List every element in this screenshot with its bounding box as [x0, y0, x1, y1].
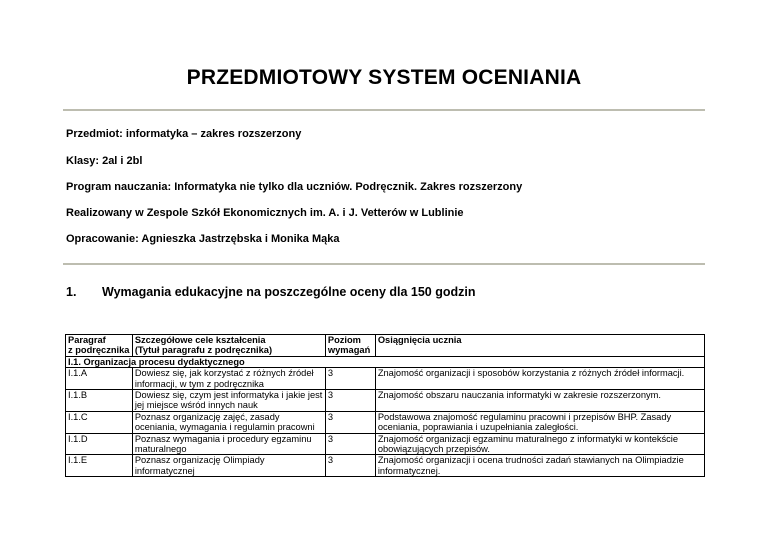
cell-achievement: Znajomość organizacji i ocena trudności zadań stawianych na Olimpiadzie informatycznej.	[375, 455, 704, 477]
subject-line: Przedmiot: informatyka – zakres rozszerzony	[66, 128, 302, 140]
cell-goal: Dowiesz się, jak korzystać z różnych źródeł informacji, w tym z podręcznika	[132, 368, 325, 390]
table-row	[66, 368, 705, 390]
document-title: PRZEDMIOTOWY SYSTEM OCENIANIA	[186, 66, 582, 89]
header-paragraph-line1: Paragraf	[68, 335, 106, 345]
cell-level: 3	[325, 433, 375, 455]
classes-line: Klasy: 2al i 2bl	[66, 155, 143, 167]
cell-level: 3	[325, 411, 375, 433]
table-group-row	[66, 356, 705, 367]
section-heading	[66, 285, 476, 299]
cell-achievement: Znajomość obszaru nauczania informatyki w zakresie rozszerzonym.	[375, 390, 704, 412]
cell-achievement: Podstawowa znajomość regulaminu pracowni i przepisów BHP. Zasady oceniania, poprawiania i uzupełniania zaległości.	[375, 411, 704, 433]
cell-paragraph: I.1.E	[66, 455, 133, 477]
cell-goal: Poznasz organizację Olimpiady informatycznej	[132, 455, 325, 477]
top-divider	[63, 109, 705, 111]
cell-paragraph: I.1.A	[66, 368, 133, 390]
middle-divider	[63, 263, 705, 265]
cell-paragraph: I.1.C	[66, 411, 133, 433]
section-number: 1.	[66, 285, 77, 299]
cell-achievement: Znajomość organizacji egzaminu maturalnego z informatyki w kontekście obowiązujących przepisów.	[375, 433, 704, 455]
school-line: Realizowany w Zespole Szkół Ekonomicznych im. A. i J. Vetterów w Lublinie	[66, 207, 464, 219]
program-line: Program nauczania: Informatyka nie tylko dla uczniów. Podręcznik. Zakres rozszerzony	[66, 181, 523, 193]
header-level	[325, 335, 375, 357]
header-paragraph	[66, 335, 133, 357]
table-row	[66, 455, 705, 477]
header-goals-line1: Szczegółowe cele kształcenia	[134, 335, 266, 345]
cell-goal: Poznasz wymagania i procedury egzaminu maturalnego	[132, 433, 325, 455]
table-row	[66, 411, 705, 433]
requirements-table	[65, 334, 705, 477]
cell-achievement: Znajomość organizacji i sposobów korzystania z różnych źródeł informacji.	[375, 368, 704, 390]
section-title: Wymagania edukacyjne na poszczególne oceny dla 150 godzin	[102, 285, 476, 299]
cell-goal: Dowiesz się, czym jest informatyka i jakie jest jej miejsce wśród innych nauk	[132, 390, 325, 412]
cell-paragraph: I.1.D	[66, 433, 133, 455]
cell-level: 3	[325, 390, 375, 412]
header-level-line1: Poziom	[327, 335, 361, 345]
header-level-line2: wymagań	[327, 345, 371, 356]
header-goals	[132, 335, 325, 357]
cell-goal: Poznasz organizację zajęć, zasady oceniania, wymagania i regulamin pracowni	[132, 411, 325, 433]
header-paragraph-line2: z podręcznika	[68, 345, 130, 356]
cell-level: 3	[325, 368, 375, 390]
cell-paragraph: I.1.B	[66, 390, 133, 412]
header-goals-line2: (Tytuł paragrafu z podręcznika)	[134, 345, 273, 356]
cell-level: 3	[325, 455, 375, 477]
table-header-row	[66, 335, 705, 357]
table-row	[66, 433, 705, 455]
header-achievements-label: Osiągnięcia ucznia	[377, 335, 462, 345]
header-achievements	[375, 335, 704, 357]
table-row	[66, 390, 705, 412]
group-title: I.1. Organizacja procesu dydaktycznego	[66, 356, 705, 367]
authors-line: Opracowanie: Agnieszka Jastrzębska i Monika Mąka	[66, 233, 340, 245]
